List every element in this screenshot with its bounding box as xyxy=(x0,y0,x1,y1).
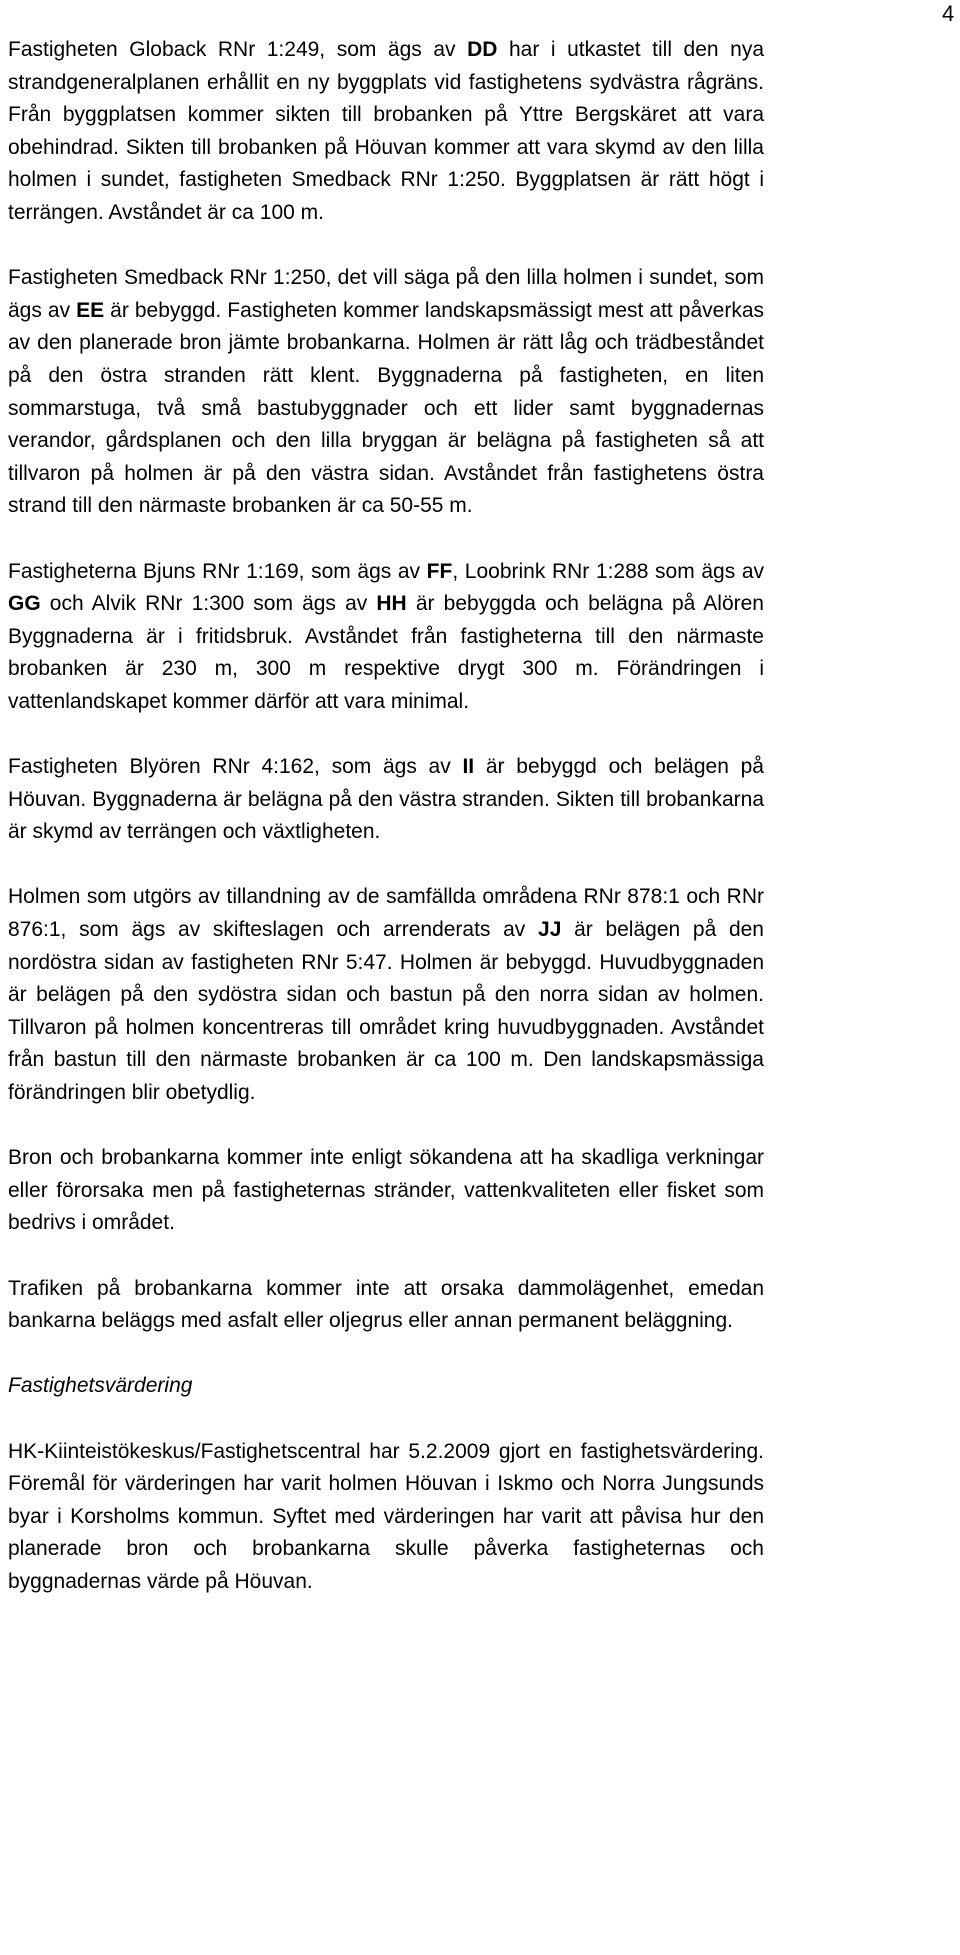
paragraph-text: , Loobrink RNr 1:288 som ägs av xyxy=(452,559,764,583)
paragraph-text: Fastigheten Smedback RNr 1:250, det vill säga på den lilla holmen i sundet, som ägs av xyxy=(8,266,764,322)
owner-code: FF xyxy=(426,559,453,583)
owner-code: JJ xyxy=(538,918,562,942)
paragraph-text: Fastigheten Globack RNr 1:249, som ägs av xyxy=(8,38,468,61)
paragraph-text: är bebyggda och belägna på Alören Byggnaderna är i fritidsbruk. Avståndet från fastigheterna till den närmaste brobanken är 230 m, 300 m respektive drygt 300 m. Förändringen i vattenlandskapet kommer därför att vara minimal. xyxy=(8,592,764,713)
paragraph-globack xyxy=(8,34,764,230)
owner-code: DD xyxy=(467,38,498,61)
page-number: 4 xyxy=(942,1,955,26)
paragraph-text: och Alvik RNr 1:300 som ägs av xyxy=(40,592,377,616)
paragraph-text: Fastigheterna Bjuns RNr 1:169, som ägs av xyxy=(8,559,427,583)
paragraph-text: är belägen på den nordöstra sidan av fastigheten RNr 5:47. Holmen är bebyggd. Huvudbyggnaden är belägen på den sydöstra sidan och bastun på den norra sidan av holmen. Tillvaron på holmen koncentreras till området kring huvudbyggnaden. Avståndet från bastun till den närmaste brobanken är ca 100 m. Den landskapsmässiga förändringen blir obetydlig. xyxy=(8,918,764,1104)
document-body xyxy=(8,34,764,1599)
paragraph-vardering: HK-Kiinteistökeskus/Fastighetscentral har 5.2.2009 gjort en fastighetsvärdering. Föremål för värderingen har varit holmen Höuvan i Iskmo och Norra Jungsunds byar i Korsholms kommun. Syftet med värderingen har varit att påvisa hur den planerade bron och brobankarna skulle påverka fastigheternas och byggnadernas värde på Höuvan. xyxy=(8,1439,764,1593)
paragraph-holmen xyxy=(8,881,764,1109)
owner-code: EE xyxy=(76,298,105,322)
paragraph-smedback xyxy=(8,262,764,523)
paragraph-text: är bebyggd. Fastigheten kommer landskapsmässigt mest att påverkas av den planerade bron jämte brobankarna. Holmen är rätt låg och trädbeståndet på den östra stranden rätt klent. Byggnaderna på fastigheten, en liten sommarstuga, två små bastubyggnader och ett lider samt byggnadernas verandor, gårdsplanen och den lilla bryggan är belägna på fastigheten så att tillvaron på holmen är på den västra sidan. Avståndet från fastighetens östra strand till den närmaste brobanken är ca 50-55 m. xyxy=(8,298,764,518)
owner-code: GG xyxy=(8,592,41,616)
paragraph-text: har i utkastet till den nya strandgeneralplanen erhållit en ny byggplats vid fastighetens sydvästra rågräns. Från byggplatsen kommer sikten till brobanken på Yttre Bergskäret att vara obehindrad. Sikten till brobanken på Höuvan kommer att vara skymd av den lilla holmen i sundet, fastigheten Smedback RNr 1:250. Byggplatsen är rätt högt i terrängen. Avståndet är ca 100 m. xyxy=(8,38,764,224)
paragraph-trafiken: Trafiken på brobankarna kommer inte att orsaka dammolägenhet, emedan bankarna beläggs med asfalt eller oljegrus eller annan permanent beläggning. xyxy=(8,1276,764,1333)
paragraph-text: Holmen som utgörs av tillandning av de samfällda områdena RNr 878:1 och RNr 876:1, som ägs av skifteslagen och arrenderats av xyxy=(8,885,764,942)
paragraph-bron-brobankarna: Bron och brobankarna kommer inte enligt sökandena att ha skadliga verkningar eller förorsaka men på fastigheternas stränder, vattenkvaliteten eller fisket som bedrivs i området. xyxy=(8,1146,764,1235)
paragraph-text: är bebyggd och belägen på Höuvan. Byggnaderna är belägna på den västra stranden. Sikten till brobankarna är skymd av terrängen och växtligheten. xyxy=(8,755,764,844)
paragraph-bjuns-loobrink-alvik xyxy=(8,556,764,719)
owner-code: II xyxy=(462,755,475,779)
paragraph-blyoren xyxy=(8,751,764,849)
paragraph-text: Fastigheten Blyören RNr 4:162, som ägs av xyxy=(8,755,463,779)
owner-code: HH xyxy=(376,592,407,616)
section-heading: Fastighetsvärdering xyxy=(8,1374,193,1398)
